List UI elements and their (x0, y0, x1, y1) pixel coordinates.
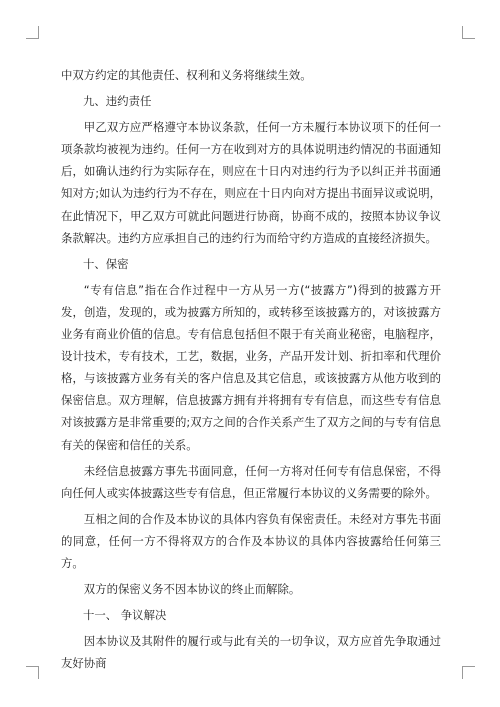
crop-mark-top-left (26, 26, 39, 39)
paragraph-cooperation-secrecy: 互相之间的合作及本协议的具体内容负有保密责任。未经对方事先书面的同意，任何一方不得将双方的合作及本协议的具体内容披露给任何第三方。 (61, 511, 441, 570)
crop-mark-bottom-right (462, 666, 475, 679)
paragraph-consent: 未经信息披露方事先书面同意，任何一方将对任何专有信息保密，不得向任何人或实体披露这些专有信息，但正常履行本协议的义务需要的除外。 (61, 463, 441, 500)
paragraph-proprietary-info: “专有信息”指在合作过程中一方从另一方(“披露方”)得到的披露方开发，创造，发现的，或为披露方所知的，或转移至该披露方的，对该披露方业务有商业价值的信息。专有信息包括但不限于有关商业秘密，电脑程序，设计技术，专有技术，工艺，数据，业务，产品开发计划、折扣率和代理价格，与该披露方业务有关的客户信息及其它信息，或该披露方从他方收到的保密信息。双方理解，信息披露方拥有并将拥有专有信息，而这些专有信息对该披露方是非常重要的;双方之间的合作关系产生了双方之间的与专有信息有关的保密和信任的关系。 (61, 282, 441, 452)
paragraph-breach: 甲乙双方应严格遵守本协议条款，任何一方未履行本协议项下的任何一项条款均被视为违约。任何一方在收到对方的具体说明违约情况的书面通知后，如确认违约行为实际存在，则应在十日内对违约行为予以纠正并书面通知对方;如认为违约行为不存在，则应在十日内向对方提出书面异议或说明，在此情况下，甲乙双方可就此问题进行协商，协商不成的，按照本协议争议条款解决。违约方应承担自己的违约行为而给守约方造成的直接经济损失。 (61, 120, 441, 245)
section-heading-dispute: 十一、 争议解决 (83, 608, 167, 623)
crop-mark-bottom-left (26, 666, 39, 679)
paragraph-dispute: 因本协议及其附件的履行或与此有关的一切争议，双方应首先争取通过友好协商 (61, 634, 441, 671)
section-heading-confidentiality: 十、保密 (83, 256, 129, 271)
paragraph-continuation: 中双方约定的其他责任、权利和义务将继续生效。 (61, 68, 312, 82)
document-body (61, 64, 441, 678)
paragraph-survival: 双方的保密义务不因本协议的终止而解除。 (83, 582, 301, 597)
crop-mark-top-right (462, 26, 475, 39)
section-heading-breach: 九、违约责任 (83, 94, 152, 109)
